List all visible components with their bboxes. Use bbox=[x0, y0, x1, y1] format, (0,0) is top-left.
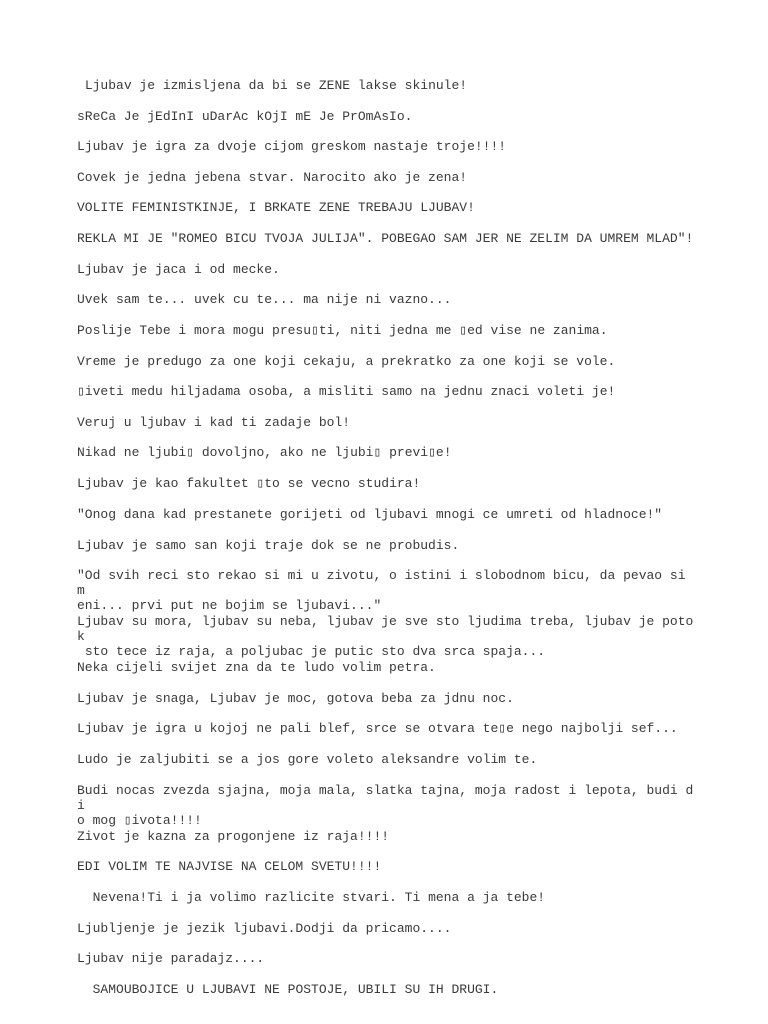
text-line: Zivot je kazna za progonjene iz raja!!!! bbox=[77, 829, 390, 844]
text-line: SAMOUBOJICE U LJUBAVI NE POSTOJE, UBILI SU IH DRUGI. bbox=[77, 982, 499, 997]
text-line: Ljubav su mora, ljubav su neba, ljubav je sve sto ljudima treba, ljubav je potok sto tece iz raja, a poljubac je putic sto dva srca spaja... bbox=[77, 614, 694, 659]
text-line: Ljubav je kao fakultet ▯to se vecno studira! bbox=[77, 476, 421, 491]
text-line: EDI VOLIM TE NAJVISE NA CELOM SVETU!!!! bbox=[77, 859, 382, 874]
text-line: Ljubav je igra u kojoj ne pali blef, srce se otvara te▯e nego najbolji sef... bbox=[77, 721, 678, 736]
text-line: "Od svih reci sto rekao si mi u zivotu, o istini i slobodnom bicu, da pevao si m eni... prvi put ne bojim se ljubavi..." bbox=[77, 568, 686, 613]
text-line: "Onog dana kad prestanete gorijeti od ljubavi mnogi ce umreti od hladnoce!" bbox=[77, 507, 663, 522]
text-line: Ljubljenje je jezik ljubavi.Dodji da pricamo.... bbox=[77, 921, 452, 936]
text-line: Ljubav je jaca i od mecke. bbox=[77, 262, 280, 277]
text-line: Ljubav nije paradajz.... bbox=[77, 951, 265, 966]
text-line: Nevena!Ti i ja volimo razlicite stvari. Ti mena a ja tebe! bbox=[77, 890, 546, 905]
text-line: Ludo je zaljubiti se a jos gore voleto aleksandre volim te. bbox=[77, 752, 538, 767]
text-line: Ljubav je izmisljena da bi se ZENE lakse skinule! bbox=[77, 78, 468, 93]
text-line: sReCa Je jEdInI uDarAc kOjI mE Je PrOmAsIo. bbox=[77, 109, 413, 124]
text-line: Veruj u ljubav i kad ti zadaje bol! bbox=[77, 415, 351, 430]
text-line: Nikad ne ljubi▯ dovoljno, ako ne ljubi▯ previ▯e! bbox=[77, 445, 452, 460]
text-line: Ljubav je samo san koji traje dok se ne probudis. bbox=[77, 538, 460, 553]
text-line: Neka cijeli svijet zna da te ludo volim petra. bbox=[77, 660, 436, 675]
text-line: Vreme je predugo za one koji cekaju, a prekratko za one koji se vole. bbox=[77, 354, 616, 369]
text-line: VOLITE FEMINISTKINJE, I BRKATE ZENE TREBAJU LJUBAV! bbox=[77, 200, 475, 215]
text-line: Poslije Tebe i mora mogu presu▯ti, niti jedna me ▯ed vise ne zanima. bbox=[77, 323, 608, 338]
text-line: Uvek sam te... uvek cu te... ma nije ni vazno... bbox=[77, 292, 452, 307]
text-line: Covek je jedna jebena stvar. Narocito ako je zena! bbox=[77, 170, 468, 185]
text-line: REKLA MI JE "ROMEO BICU TVOJA JULIJA". POBEGAO SAM JER NE ZELIM DA UMREM MLAD"! bbox=[77, 231, 694, 246]
text-line: ▯iveti medu hiljadama osoba, a misliti samo na jednu znaci voleti je! bbox=[77, 384, 616, 399]
text-line: Budi nocas zvezda sjajna, moja mala, slatka tajna, moja radost i lepota, budi di o mog ▯ivota!!!! bbox=[77, 783, 694, 828]
text-line: Ljubav je snaga, Ljubav je moc, gotova beba za jdnu noc. bbox=[77, 691, 514, 706]
text-line: Ljubav je igra za dvoje cijom greskom nastaje troje!!!! bbox=[77, 139, 507, 154]
